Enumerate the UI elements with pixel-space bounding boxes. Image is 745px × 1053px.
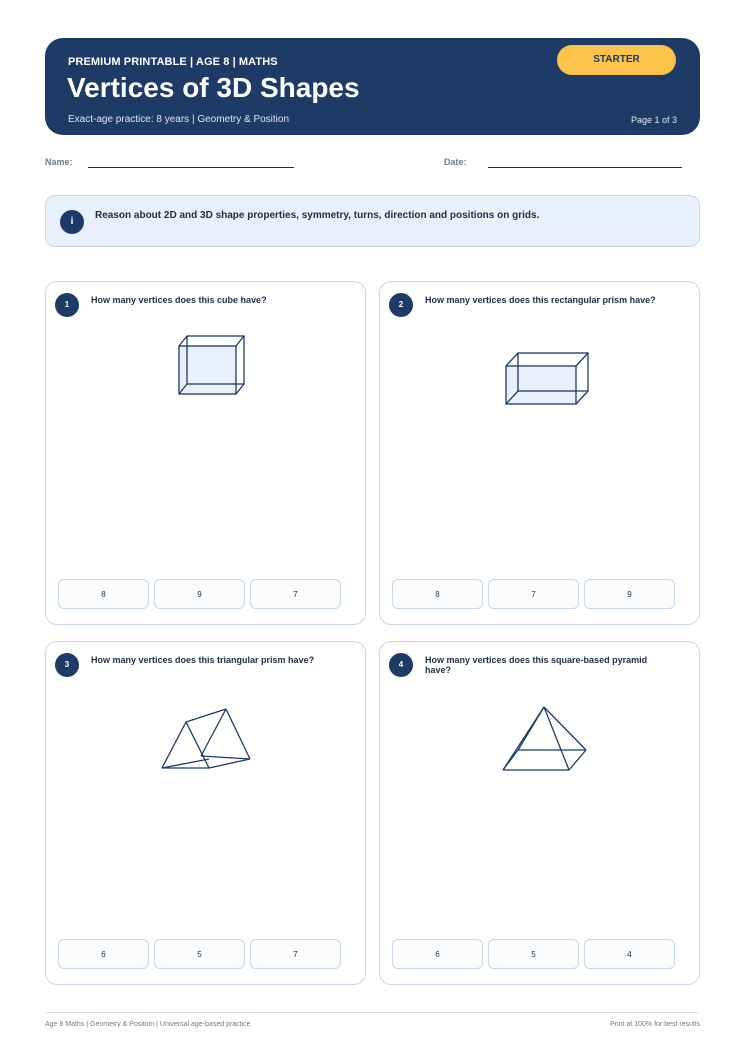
answer-option[interactable]: 7 [250, 939, 341, 969]
answer-option[interactable]: 9 [584, 579, 675, 609]
footer-right-text: Print at 100% for best results [610, 1021, 700, 1028]
answer-option[interactable]: 7 [488, 579, 579, 609]
footer-left-text: Age 8 Maths | Geometry & Position | Universal age-based practice [45, 1021, 251, 1028]
info-text: Reason about 2D and 3D shape properties, symmetry, turns, direction and positions on grids. [95, 210, 540, 221]
answer-option[interactable]: 5 [154, 939, 245, 969]
header-subtitle: Exact-age practice: 8 years | Geometry & Position [68, 114, 290, 125]
question-card-3 [45, 641, 366, 985]
date-line[interactable] [488, 167, 682, 168]
answer-options [392, 579, 676, 609]
question-text: How many vertices does this square-based pyramid have? [425, 655, 648, 675]
level-badge: STARTER [557, 45, 676, 75]
question-number: 2 [389, 293, 413, 317]
answer-options [58, 939, 342, 969]
square-pyramid-shape [498, 702, 594, 776]
worksheet-header [45, 38, 700, 135]
answer-options [58, 579, 342, 609]
answer-option[interactable]: 8 [392, 579, 483, 609]
question-text: How many vertices does this cube have? [91, 295, 267, 305]
rectangular-prism-shape [498, 346, 594, 410]
answer-options [392, 939, 676, 969]
info-panel [45, 195, 700, 247]
answer-option[interactable]: 5 [488, 939, 579, 969]
question-number: 1 [55, 293, 79, 317]
question-text: How many vertices does this triangular prism have? [91, 655, 315, 665]
page-indicator: Page 1 of 3 [630, 115, 677, 125]
question-number: 3 [55, 653, 79, 677]
name-line[interactable] [88, 167, 294, 168]
question-card-4 [379, 641, 700, 985]
answer-option[interactable]: 4 [584, 939, 675, 969]
cube-shape [170, 329, 250, 401]
name-label: Name: [45, 157, 73, 167]
triangular-prism-shape [156, 704, 256, 774]
date-label: Date: [444, 157, 467, 167]
question-number: 4 [389, 653, 413, 677]
answer-option[interactable]: 6 [392, 939, 483, 969]
header-kicker: PREMIUM PRINTABLE | AGE 8 | MATHS [68, 56, 278, 68]
info-icon: i [60, 210, 84, 234]
question-card-2 [379, 281, 700, 625]
footer-divider [45, 1012, 700, 1013]
answer-option[interactable]: 9 [154, 579, 245, 609]
answer-option[interactable]: 7 [250, 579, 341, 609]
question-card-1 [45, 281, 366, 625]
page-title: Vertices of 3D Shapes [67, 72, 360, 103]
question-text: How many vertices does this rectangular prism have? [425, 295, 656, 305]
answer-option[interactable]: 8 [58, 579, 149, 609]
answer-option[interactable]: 6 [58, 939, 149, 969]
